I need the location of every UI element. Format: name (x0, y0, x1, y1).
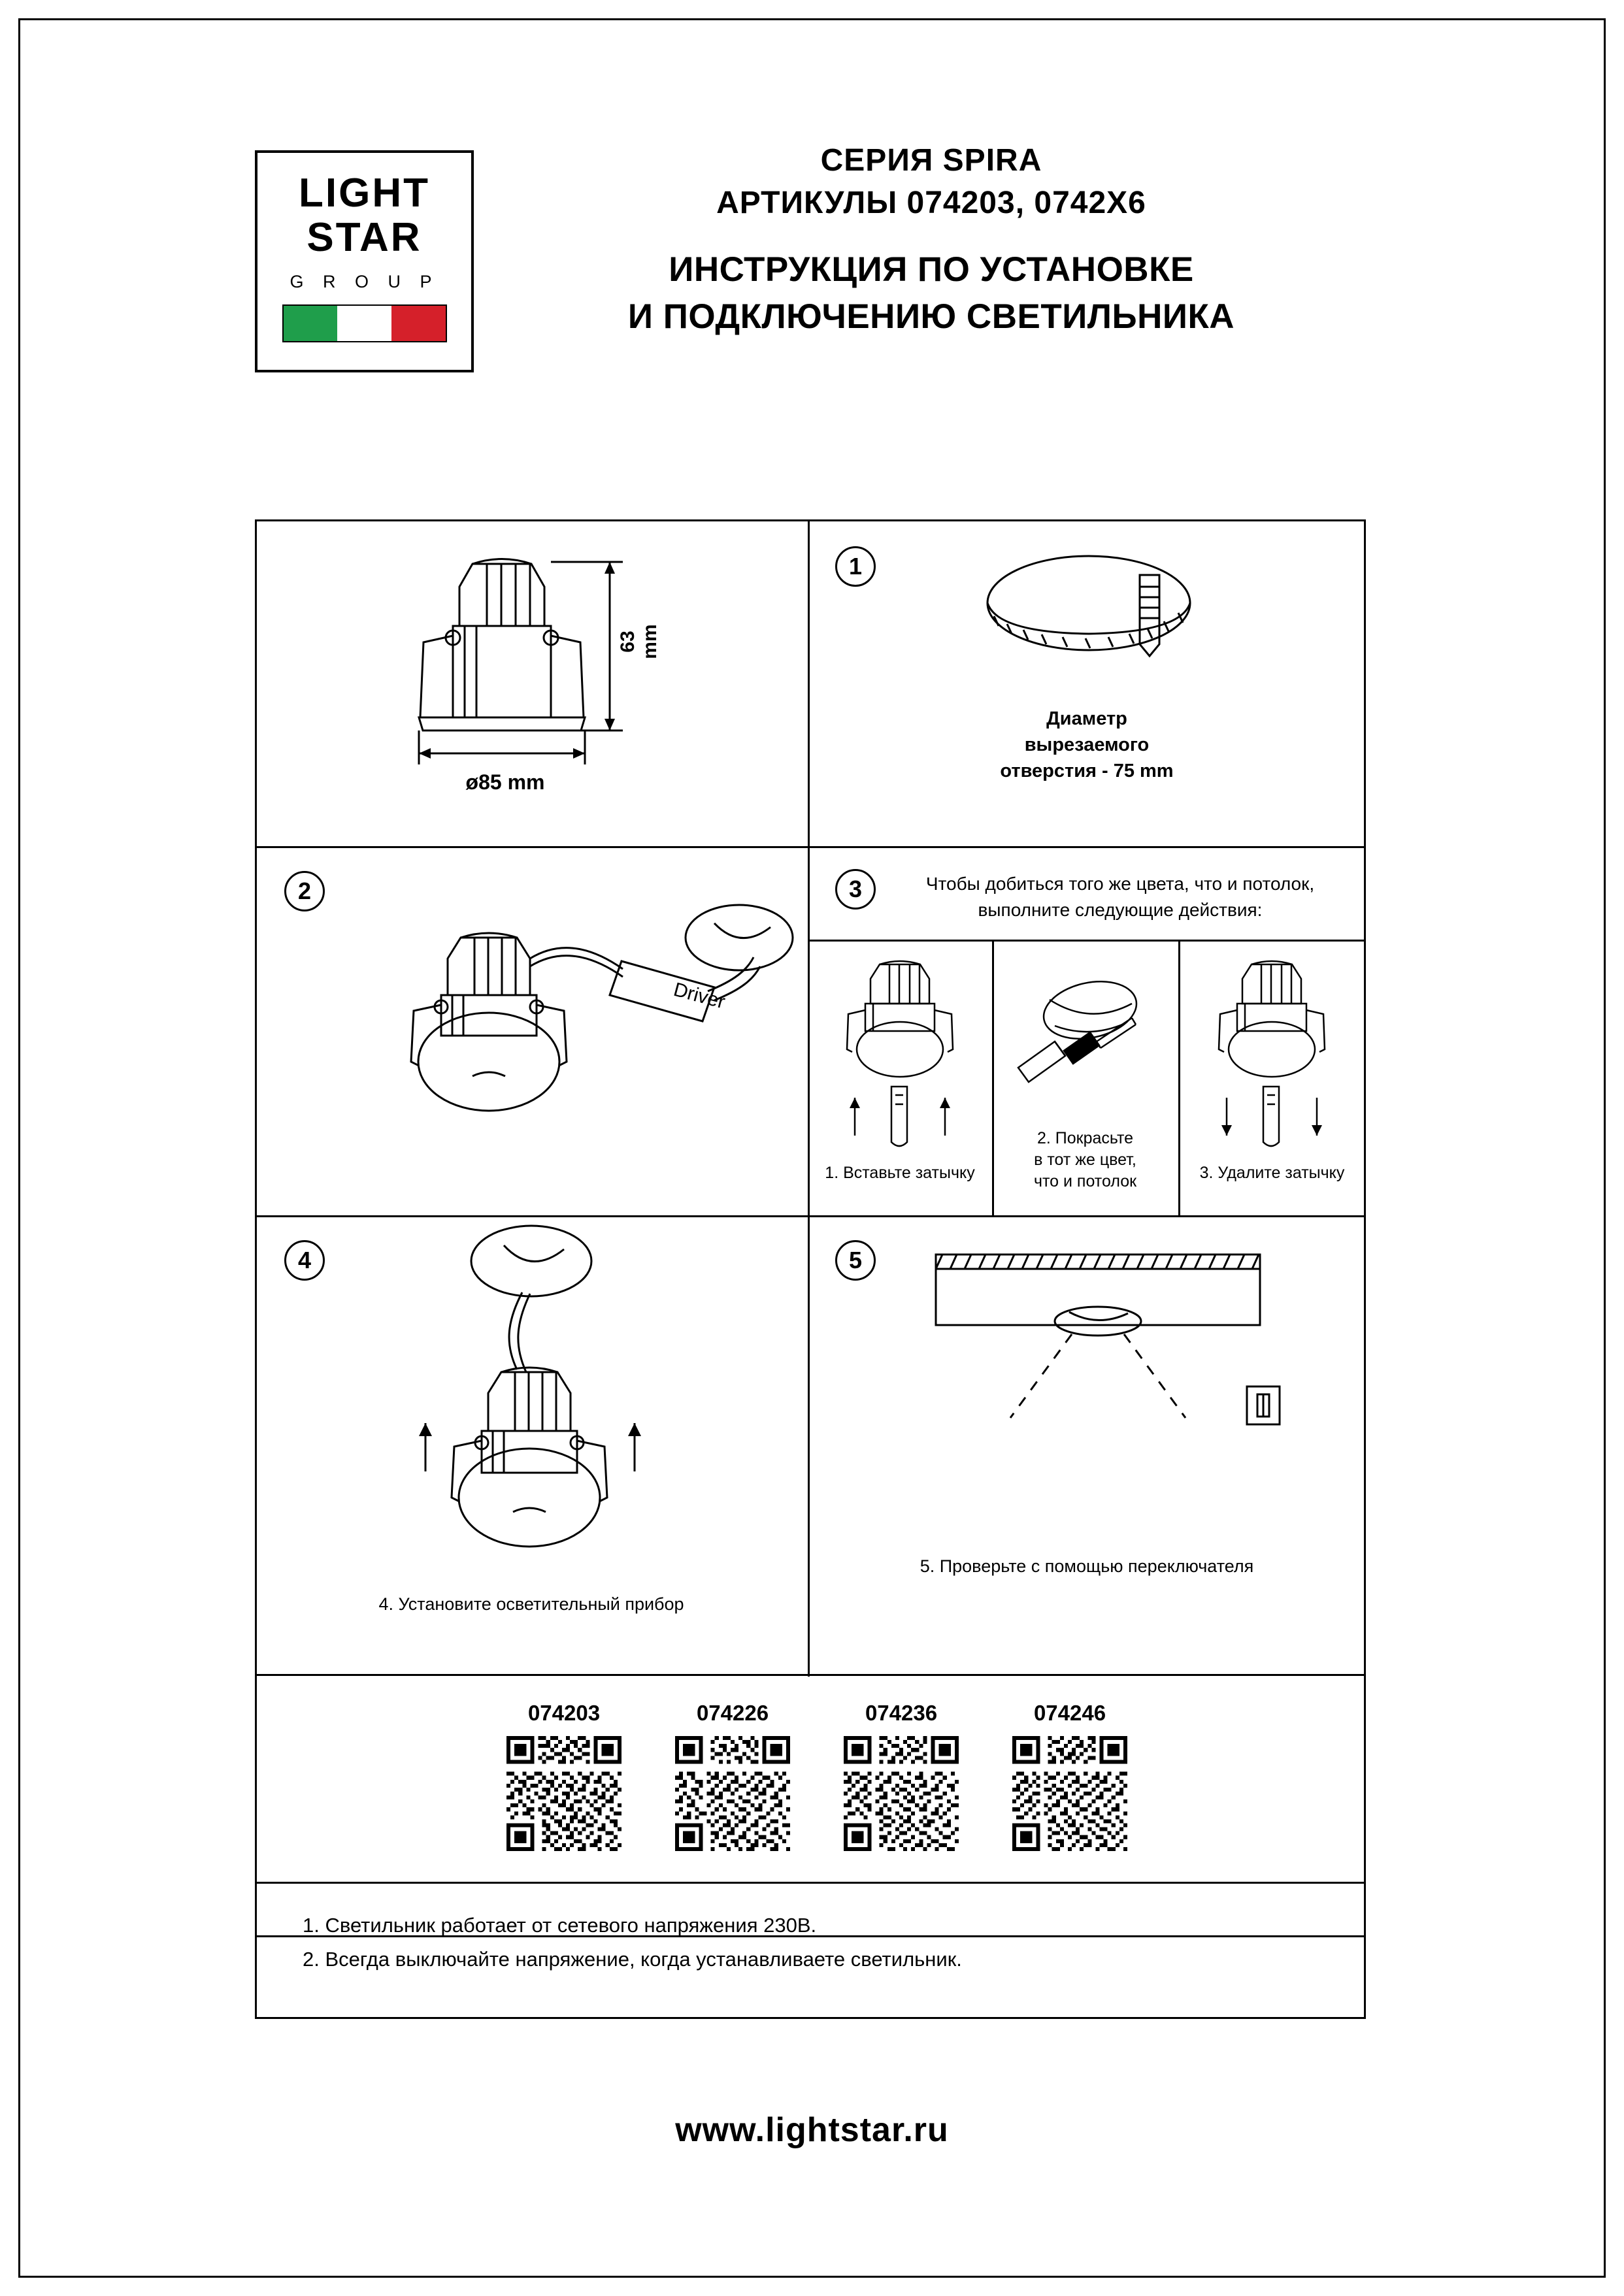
qr-label: 074246 (1033, 1701, 1106, 1725)
cell-step-1 (808, 521, 1366, 846)
step-1-caption-line1: Диаметр (1046, 708, 1127, 729)
qr-code-icon[interactable] (675, 1736, 790, 1851)
cell-step-3-header (808, 846, 1366, 940)
qr-item (1004, 1701, 1135, 1851)
step-4-caption: 4. Установите осветительный прибор (378, 1594, 684, 1614)
step-3b-caption-line1: 2. Покрасьте (1036, 1129, 1134, 1147)
logo-group-text: G R O U P (290, 272, 439, 291)
header (255, 140, 1366, 415)
title-block (497, 140, 1366, 340)
step-3-intro-line1: Чтобы добиться того же цвета, что и потолок, (925, 874, 1315, 894)
luminaire-dimension-drawing (257, 521, 808, 846)
step-1-caption-line2: вырезаемого (1024, 734, 1150, 755)
step-3-badge: 3 (835, 869, 876, 910)
qr-item (836, 1701, 967, 1851)
qr-code-icon[interactable] (506, 1736, 621, 1851)
step-3a-caption: 1. Вставьте затычку (825, 1164, 975, 1182)
footer-url[interactable]: www.lightstar.ru (675, 2111, 949, 2149)
cell-step-3b (992, 940, 1178, 1215)
instruction-title-line2: И ПОДКЛЮЧЕНИЮ СВЕТИЛЬНИКА (627, 297, 1235, 336)
note-item: 1. Светильник работает от сетевого напряжения 230В. (303, 1914, 817, 1937)
remove-plug-drawing (1178, 946, 1366, 1162)
cell-step-3c (1178, 940, 1366, 1215)
cell-step-2 (257, 846, 808, 1215)
brand-logo (255, 150, 474, 372)
step-4-badge: 4 (284, 1240, 325, 1281)
install-luminaire-drawing (257, 1215, 808, 1607)
qr-item (667, 1701, 798, 1851)
qr-list (499, 1701, 1135, 1851)
cell-step-5 (808, 1215, 1366, 1677)
step-1-caption-line3: отверстия - 75 mm (1000, 761, 1174, 781)
article-numbers: АРТИКУЛЫ 074203, 0742X6 (716, 186, 1146, 220)
qr-label: 074226 (696, 1701, 769, 1725)
step-3b-caption (997, 1128, 1173, 1192)
qr-code-icon[interactable] (1012, 1736, 1127, 1851)
driver-label: Driver (671, 978, 728, 1013)
cell-dimensions (257, 521, 808, 846)
qr-label: 074236 (865, 1701, 938, 1725)
cell-step-3a (808, 940, 992, 1215)
steps-grid (255, 519, 1366, 1676)
logo-wordmark (257, 171, 471, 260)
switch-test-drawing (808, 1228, 1366, 1568)
step-3b-caption-line3: что и потолок (1033, 1172, 1137, 1190)
diameter-dimension-label: ø85 mm (465, 770, 545, 794)
qr-code-icon[interactable] (844, 1736, 959, 1851)
qr-item (499, 1701, 629, 1851)
logo-line-2: STAR (307, 215, 422, 260)
height-dimension-label: 63 mm (617, 624, 661, 659)
series-title: СЕРИЯ SPIRA (820, 143, 1042, 178)
driver-connection-drawing (257, 846, 808, 1215)
step-3-intro (891, 871, 1349, 923)
step-5-badge: 5 (835, 1240, 876, 1281)
step-1-caption (923, 706, 1250, 784)
instruction-title-line1: ИНСТРУКЦИЯ ПО УСТАНОВКЕ (669, 250, 1194, 289)
step-2-badge: 2 (284, 871, 325, 911)
step-1-badge: 1 (835, 546, 876, 587)
step-3-intro-line2: выполните следующие действия: (978, 900, 1263, 920)
step-5-caption: 5. Проверьте с помощью переключателя (920, 1556, 1254, 1576)
step-3b-caption-line2: в тот же цвет, (1034, 1151, 1136, 1169)
italian-flag-icon (282, 304, 447, 342)
qr-label: 074203 (527, 1701, 601, 1725)
notes-section (255, 1882, 1366, 2019)
insert-plug-drawing (808, 946, 992, 1162)
paint-brush-drawing (992, 958, 1178, 1121)
logo-line-1: LIGHT (299, 171, 430, 216)
cell-step-4 (257, 1215, 808, 1677)
note-item: 2. Всегда выключайте напряжение, когда устанавливаете светильник. (303, 1948, 962, 1971)
step-3c-caption: 3. Удалите затычку (1199, 1164, 1345, 1182)
